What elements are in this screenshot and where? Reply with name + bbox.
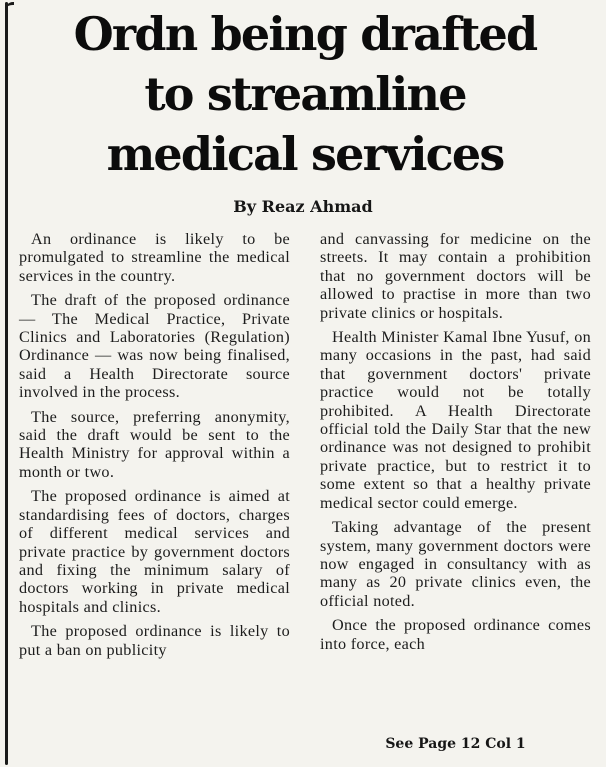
byline: By Reaz Ahmad xyxy=(233,197,373,216)
paragraph: Taking advantage of the present system, many government doctors were now engaged in consultancy with as many as 20 private clinics even, the official noted. xyxy=(320,518,591,610)
paragraph: An ordinance is likely to be promulgated to streamline the medical services in the country. xyxy=(19,230,290,285)
paragraph: The draft of the proposed ordinance — The Medical Practice, Private Clinics and Laboratories (Regulation) Ordinance — was now being finalised, said a Health Directorate source involved in the process. xyxy=(19,291,290,402)
headline-line-3: medical services xyxy=(106,127,504,181)
headline xyxy=(10,4,600,184)
headline-line-2: to streamline xyxy=(144,67,466,121)
paragraph: Health Minister Kamal Ibne Yusuf, on many occasions in the past, had said that government doctors' private practice would not be totally prohibited. A Health Directorate official told the Daily Star that the new ordinance was not designed to prohibit private practice, but to restrict it to some extent so that a healthy private medical sector could emerge. xyxy=(320,328,591,512)
headline-line-1: Ordn being drafted xyxy=(73,7,537,61)
paragraph: and canvassing for medicine on the streets. It may contain a prohibition that no government doctors will be allowed to practise in more than two private clinics or hospitals. xyxy=(320,230,591,322)
clipping-left-border xyxy=(5,2,8,765)
paragraph: The proposed ordinance is aimed at standardising fees of doctors, charges of different medical services and private practice by government doctors and fixing the minimum salary of doctors working in private medical hospitals and clinics. xyxy=(19,487,290,616)
paragraph: The proposed ordinance is likely to put a ban on publicity xyxy=(19,622,290,659)
paragraph: The source, preferring anonymity, said the draft would be sent to the Health Ministry for approval within a month or two. xyxy=(19,407,290,481)
article-column-right xyxy=(320,230,591,659)
paragraph: Once the proposed ordinance comes into force, each xyxy=(320,616,591,653)
article-column-left xyxy=(19,230,290,665)
continued-on-page: See Page 12 Col 1 xyxy=(385,736,526,752)
